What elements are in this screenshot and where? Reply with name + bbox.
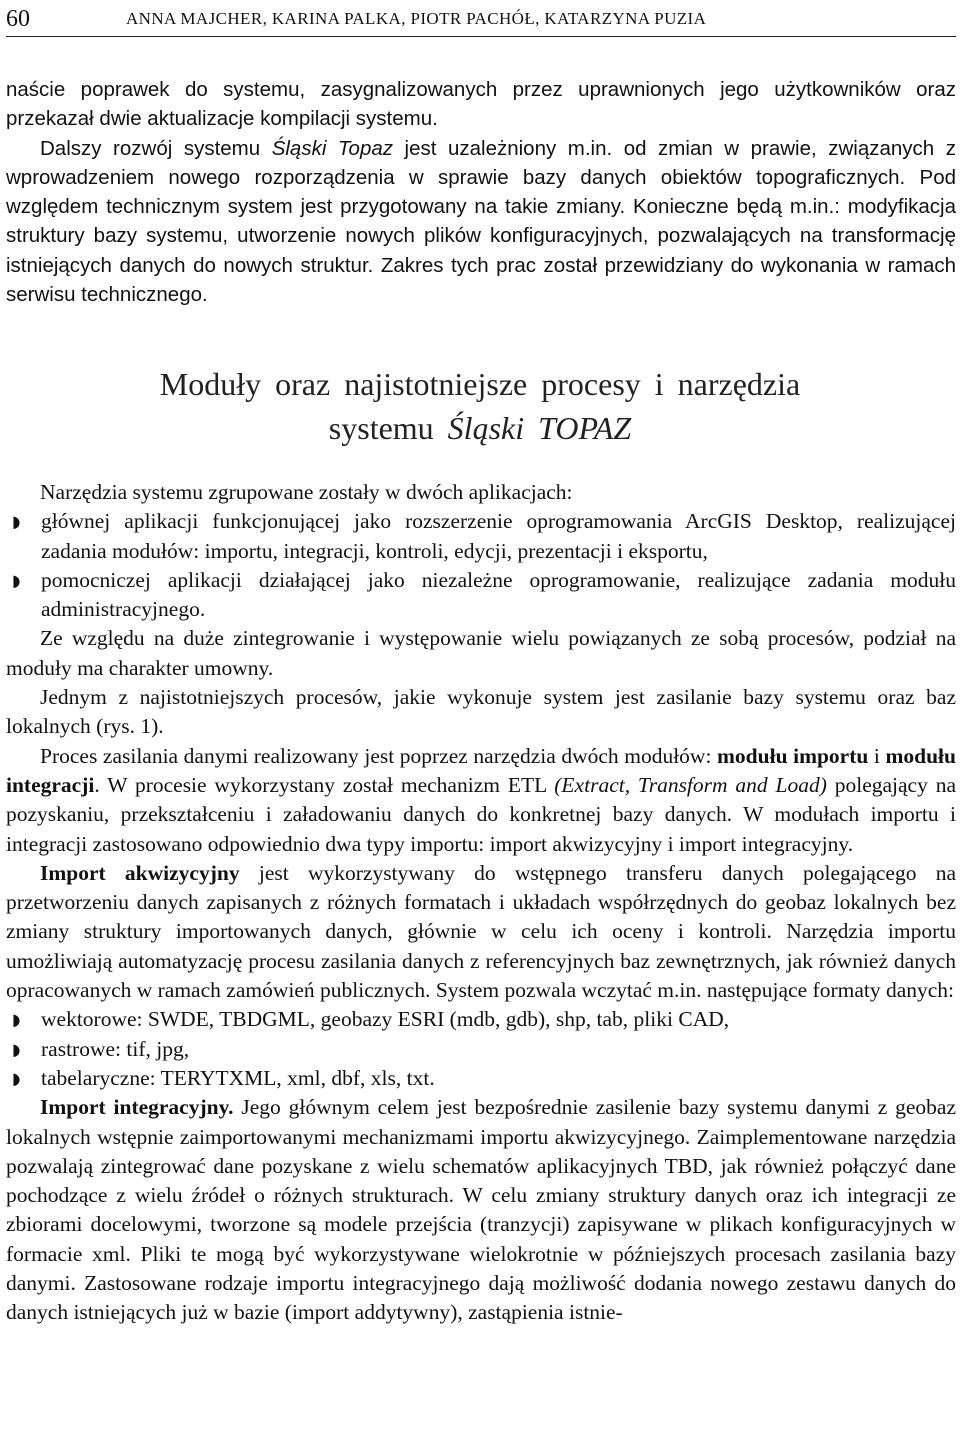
list-item-text: rastrowe: tif, jpg, [41, 1036, 190, 1061]
paragraph-proces [6, 742, 956, 859]
intro-p2-text-a: Dalszy rozwój systemu [40, 136, 272, 160]
proces-italic-etl: (Extract, Transform and Load) [554, 772, 827, 797]
m-bullet-icon: ◗ [12, 1010, 21, 1030]
paragraph-umowny: Ze względu na duże zintegrowanie i występowanie wielu powiązanych ze sobą procesów, podział na moduły ma charakter umowny. [6, 626, 956, 680]
m-bullet-icon: ◗ [12, 1039, 21, 1059]
list-item [6, 1064, 956, 1093]
section-heading-system-name: Śląski TOPAZ [447, 410, 632, 446]
tools-intro: Narzędzia systemu zgrupowane zostały w dwóch aplikacjach: [40, 480, 573, 504]
m-bullet-icon: ◗ [12, 570, 21, 590]
proces-text-e: polegający na pozyskaniu, przekształceniu i załadowaniu danych do konkretnej bazy danych. W modułach importu i integracji zastosowano odpowiednio dwa typy importu: import akwizycyjny i import integracyjny. [6, 772, 956, 856]
akwizycyjny-text: jest wykorzystywany do wstępnego transferu danych polegającego na przetworzeniu danych zapisanych z różnych formatach i układach współrzędnych do geobaz lokalnych bez zmiany struktury importowanych danych, głównie w celu ich oceny i kontroli. Narzędzia importu umożliwiają automatyzację procesu zasilania danych z referencyjnych baz zewnętrznych, jak również danych opracowanych w ramach zamówień publicznych. System pozwala wczytać m.in. następujące formaty danych: [6, 860, 956, 1003]
running-authors: ANNA MAJCHER, KARINA PALKA, PIOTR PACHÓŁ, KATARZYNA PUZIA [126, 9, 707, 28]
intro-p2-text-b: jest uzależniony m.in. od zmian w prawie, związanych z wprowadzeniem nowego rozporządzenia w sprawie bazy danych obiektów topograficznych. Pod względem technicznym system jest przygotowany na takie zmiany. Konieczne będą m.in.: modyfikacja struktury bazy systemu, utworzenie nowych plików konfiguracyjnych, pozwalających na transformację istniejących danych do nowych struktur. Zakres tych prac został przewidziany do wykonania w ramach serwisu technicznego. [6, 136, 956, 307]
intro-paragraph-2 [6, 134, 956, 310]
section-heading [0, 362, 960, 450]
proces-bold-integracja: modułu integracji [6, 743, 956, 797]
intro-p2-system-name: Śląski Topaz [271, 136, 393, 160]
list-item [6, 1035, 956, 1064]
m-bullet-icon: ◗ [12, 512, 21, 532]
m-bullet-icon: ◗ [12, 1068, 21, 1088]
list-item-text: głównej aplikacji funkcjonującej jako rozszerzenie oprogramowania ArcGIS Desktop, realizującej zadania modułów: importu, integracji, kontroli, edycji, prezentacji i eksportu, [41, 509, 956, 563]
intro-paragraph-1: naście poprawek do systemu, zasygnalizowanych przez uprawnionych jego użytkowników oraz przekazał dwie aktualizacje kompilacji systemu. [6, 78, 956, 131]
list-item [6, 1005, 956, 1034]
paragraph-integracyjny [6, 1093, 956, 1327]
proces-text-c: i [868, 743, 886, 768]
proces-bold-import: modułu importu [717, 743, 869, 768]
list-item-text: pomocniczej aplikacji działającej jako niezależne oprogramowanie, realizujące zadania modułu administracyjnego. [41, 567, 956, 622]
integracyjny-term: Import integracyjny. [40, 1095, 234, 1120]
paragraph-akwizycyjny [6, 859, 956, 1005]
section-heading-system-word: systemu [328, 410, 448, 446]
list-item-text: tabelaryczne: TERYTXML, xml, dbf, xls, txt. [41, 1065, 435, 1090]
section-heading-line-1: Moduły oraz najistotniejsze procesy i narzędzia [159, 366, 801, 402]
list-item-text: wektorowe: SWDE, TBDGML, geobazy ESRI (mdb, gdb), shp, tab, pliki CAD, [41, 1007, 730, 1032]
list-item [6, 566, 956, 625]
paragraph-zasilanie: Jednym z najistotniejszych procesów, jakie wykonuje system jest zasilanie bazy systemu oraz baz lokalnych (rys. 1). [6, 685, 956, 739]
list-item [6, 507, 956, 566]
body-block [6, 478, 956, 1328]
intro-block [6, 75, 956, 309]
proces-text-d: . W procesie wykorzystany został mechanizm ETL [94, 772, 555, 797]
section-heading-line-2 [0, 406, 960, 450]
running-header [6, 6, 956, 37]
page-number: 60 [6, 6, 30, 32]
proces-text-a: Proces zasilania danymi realizowany jest poprzez narzędzia dwóch modułów: [40, 743, 718, 768]
integracyjny-text: Jego głównym celem jest bezpośrednie zasilenie bazy systemu danymi z geobaz lokalnych wstępnie zaimportowanymi mechanizmami importu akwizycyjnego. Zaimplementowane narzędzia pozwalają zintegrować dane pozyskane z wielu schematów aplikacyjnych TBD, jak również połączyć dane pochodzące z wielu źródeł o różnych strukturach. W celu zmiany struktury danych oraz ich integracji ze zbiorami docelowymi, tworzone są modele przejścia (tranzycji) zapisywane w plikach konfiguracyjnych w formacie xml. Pliki te mogą być wykorzystywane wielokrotnie w późniejszych procesach zasilania bazy danymi. Zastosowane rodzaje importu integracyjnego dają możliwość dodania nowego zestawu danych do danych istniejących już w bazie (import addytywny), zastąpienia istnie- [6, 1095, 956, 1325]
akwizycyjny-term: Import akwizycyjny [40, 860, 240, 885]
